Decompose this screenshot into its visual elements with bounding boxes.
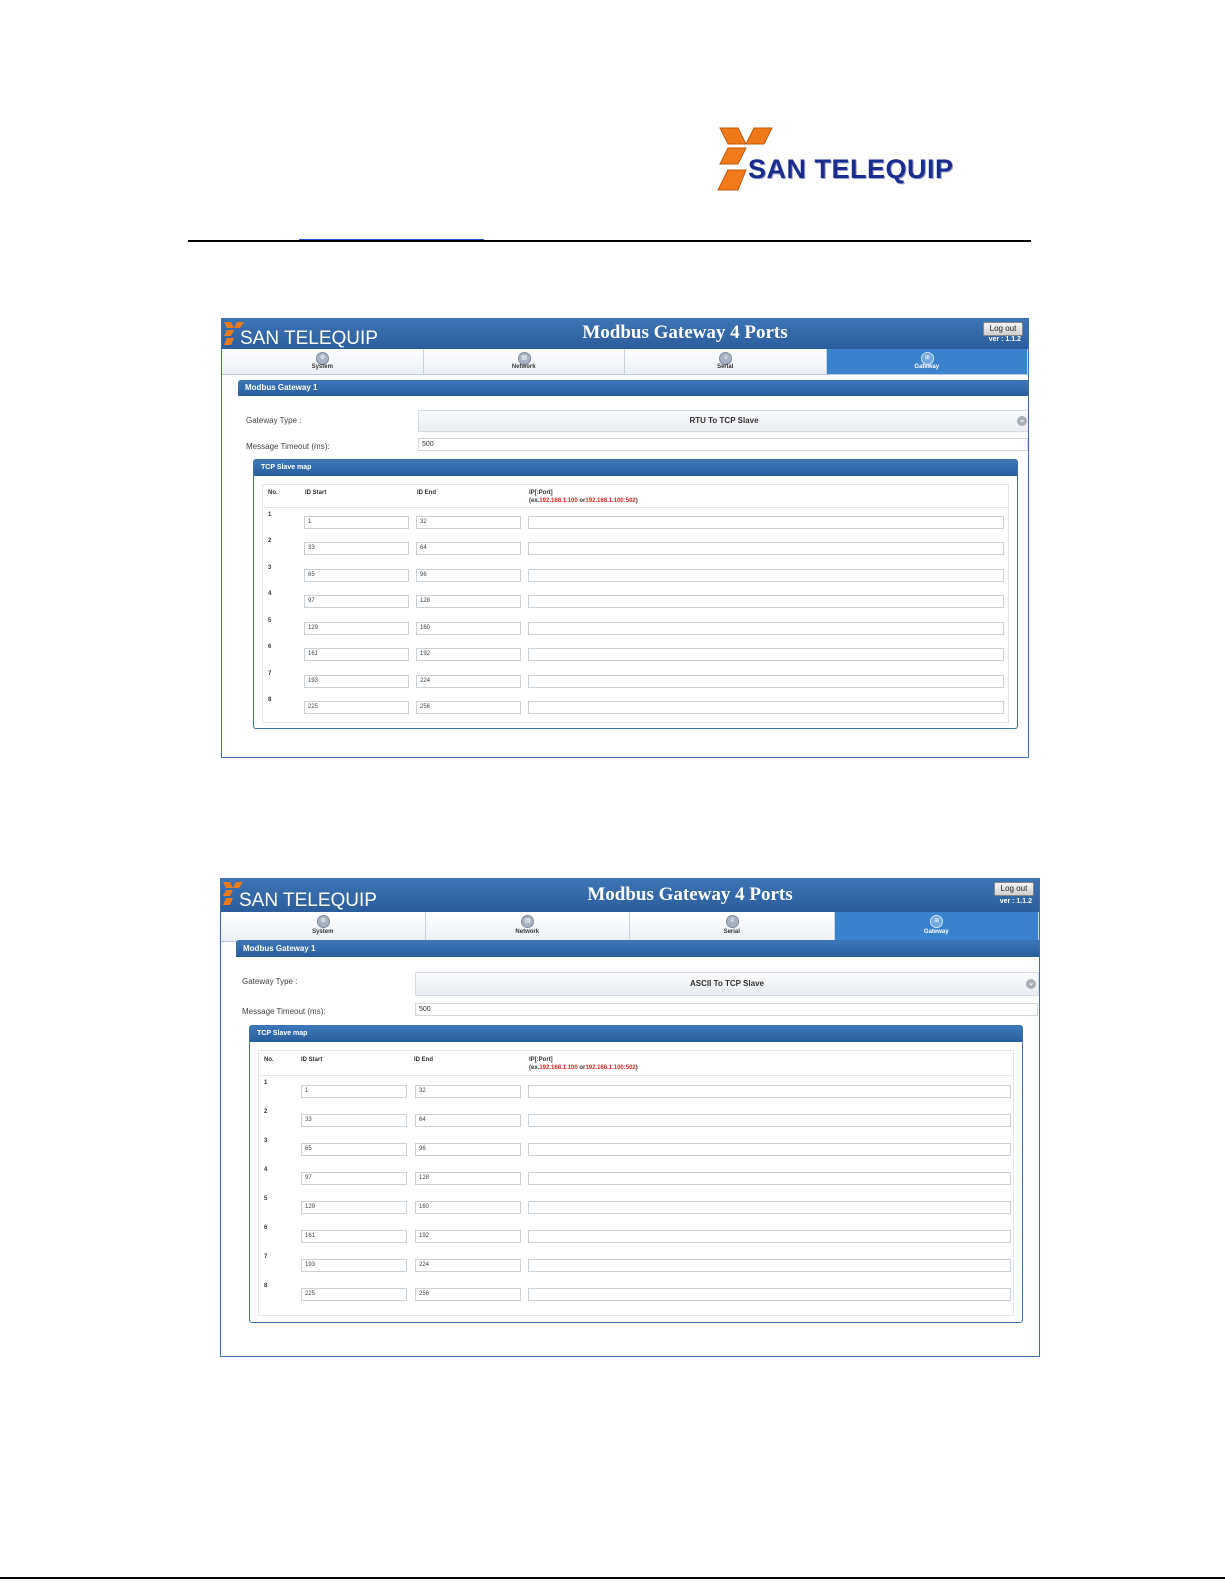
id-start-input[interactable]: 225	[301, 1288, 407, 1301]
id-end-input[interactable]: 32	[416, 516, 521, 529]
gateway-type-select[interactable]	[418, 410, 1029, 432]
ip-port-input[interactable]	[528, 1201, 1011, 1214]
id-start-input[interactable]: 33	[304, 542, 409, 555]
app-header	[221, 879, 1039, 912]
ip-port-input[interactable]	[528, 1230, 1011, 1243]
row-number: 7	[268, 671, 272, 677]
hint-prefix: (ex.	[529, 498, 540, 504]
ip-port-input[interactable]	[528, 701, 1004, 714]
tab-label: System	[311, 364, 333, 370]
page-title: Modbus Gateway 4 Ports	[587, 884, 793, 905]
id-end-input[interactable]: 192	[415, 1230, 521, 1243]
col-id-start: ID Start	[305, 490, 327, 496]
header-divider	[259, 1075, 1013, 1076]
timeout-label: Message Timeout (ms):	[242, 1007, 326, 1016]
tab-serial[interactable]	[630, 912, 835, 941]
hint-prefix: (ex.	[529, 1065, 540, 1071]
row-number: 3	[268, 565, 272, 571]
row-number: 2	[268, 538, 272, 544]
row-number: 6	[268, 644, 272, 650]
gateway-type-value: ASCII To TCP Slave	[690, 979, 764, 988]
serial-icon: ≡	[726, 915, 739, 928]
timeout-input[interactable]: 500	[418, 438, 1028, 451]
id-end-input[interactable]: 128	[415, 1172, 521, 1185]
row-number: 5	[268, 618, 272, 624]
id-end-input[interactable]: 128	[416, 595, 521, 608]
id-start-input[interactable]: 225	[304, 701, 409, 714]
ip-format-hint	[529, 1065, 638, 1071]
id-start-input[interactable]: 97	[304, 595, 409, 608]
id-end-input[interactable]: 224	[416, 675, 521, 688]
hint-or: or	[577, 1065, 586, 1071]
id-end-input[interactable]: 64	[415, 1114, 521, 1127]
row-number: 5	[264, 1196, 268, 1202]
network-icon: ▤	[521, 915, 534, 928]
hint-ip-port-example: 192.168.1.100:502	[585, 1065, 636, 1071]
tab-label: Serial	[717, 364, 734, 370]
row-number: 6	[264, 1225, 268, 1231]
id-end-input[interactable]: 160	[415, 1201, 521, 1214]
tcp-slave-map	[253, 459, 1018, 729]
tab-network[interactable]	[424, 349, 626, 374]
id-start-input[interactable]: 129	[304, 622, 409, 635]
gateway-type-select[interactable]	[415, 972, 1039, 996]
app-header	[222, 319, 1028, 349]
logout-button[interactable]: Log out	[983, 322, 1023, 336]
col-ip-port: IP[:Port]	[529, 1057, 553, 1063]
version-label: ver : 1.1.2	[988, 336, 1021, 343]
id-start-input[interactable]: 65	[304, 569, 409, 582]
brand-name: SAN TELEQUIP	[239, 890, 377, 911]
col-id-end: ID End	[417, 490, 436, 496]
ip-port-input[interactable]	[528, 595, 1004, 608]
tab-label: Gateway	[923, 929, 949, 935]
id-start-input[interactable]: 161	[304, 648, 409, 661]
timeout-input[interactable]: 500	[415, 1003, 1038, 1016]
id-end-input[interactable]: 192	[416, 648, 521, 661]
gateway-icon: ⊞	[930, 915, 943, 928]
logout-button[interactable]: Log out	[994, 882, 1034, 896]
page-title: Modbus Gateway 4 Ports	[582, 322, 788, 343]
hint-ip-example: 192.168.1.100	[539, 498, 578, 504]
id-end-input[interactable]: 224	[415, 1259, 521, 1272]
ip-port-input[interactable]	[528, 622, 1004, 635]
main-tabs	[221, 912, 1039, 942]
id-start-input[interactable]: 1	[304, 516, 409, 529]
slave-table	[258, 1050, 1014, 1316]
slave-map-title: TCP Slave map	[250, 1026, 1022, 1042]
gateway-icon: ⊞	[921, 352, 934, 365]
hint-suffix: )	[635, 1065, 638, 1071]
tab-gateway[interactable]	[835, 912, 1040, 941]
id-start-input[interactable]: 1	[301, 1085, 407, 1098]
header-divider	[263, 507, 1008, 508]
tab-label: Serial	[723, 929, 740, 935]
ip-port-input[interactable]	[528, 675, 1004, 688]
col-no: No.	[268, 490, 278, 496]
hint-suffix: )	[635, 498, 638, 504]
row-number: 1	[264, 1080, 268, 1086]
id-start-input[interactable]: 33	[301, 1114, 407, 1127]
ip-port-input[interactable]	[528, 569, 1004, 582]
id-start-input[interactable]: 193	[304, 675, 409, 688]
ip-port-input[interactable]	[528, 542, 1004, 555]
brand-name: SAN TELEQUIP	[240, 328, 378, 349]
gateway-type-label: Gateway Type :	[242, 977, 298, 986]
chevron-down-icon: ⌄	[1017, 416, 1027, 426]
chevron-down-icon: ⌄	[1026, 979, 1036, 989]
gateway-type-value: RTU To TCP Slave	[689, 416, 759, 425]
main-tabs	[222, 349, 1028, 375]
tab-label: Gateway	[914, 364, 940, 370]
id-end-input[interactable]: 32	[415, 1085, 521, 1098]
ip-format-hint	[529, 498, 638, 504]
tab-network[interactable]	[426, 912, 631, 941]
tab-serial[interactable]	[625, 349, 827, 374]
tab-label: Network	[511, 364, 536, 370]
gateway-screenshot-ascii	[220, 878, 1040, 1357]
id-end-input[interactable]: 256	[415, 1288, 521, 1301]
tab-gateway[interactable]	[827, 349, 1029, 374]
panel-title: Modbus Gateway 1	[238, 380, 1028, 396]
id-start-input[interactable]: 193	[301, 1259, 407, 1272]
hint-ip-port-example: 192.168.1.100:502	[585, 498, 636, 504]
gateway-type-label: Gateway Type :	[246, 416, 302, 425]
tcp-slave-map	[249, 1025, 1023, 1323]
panel-title: Modbus Gateway 1	[236, 940, 1039, 957]
col-ip-port: IP[:Port]	[529, 490, 553, 496]
ip-port-input[interactable]	[528, 1288, 1011, 1301]
row-number: 4	[268, 591, 272, 597]
ip-port-input[interactable]	[528, 1114, 1011, 1127]
id-end-input[interactable]: 64	[416, 542, 521, 555]
col-no: No.	[264, 1057, 274, 1063]
timeout-label: Message Timeout (ms):	[246, 442, 330, 451]
header-divider	[188, 240, 1031, 242]
row-number: 1	[268, 512, 272, 518]
row-number: 3	[264, 1138, 268, 1144]
ip-port-input[interactable]	[528, 516, 1004, 529]
hint-or: or	[577, 498, 586, 504]
id-end-input[interactable]: 256	[416, 701, 521, 714]
ip-port-input[interactable]	[528, 1259, 1011, 1272]
id-start-input[interactable]: 161	[301, 1230, 407, 1243]
gear-icon: ⚙	[316, 352, 329, 365]
gear-icon: ⚙	[317, 915, 330, 928]
logo-text: SAN TELEQUIP	[748, 154, 954, 184]
serial-icon: ≡	[719, 352, 732, 365]
tab-system[interactable]	[221, 912, 426, 941]
id-start-input[interactable]: 97	[301, 1172, 407, 1185]
id-end-input[interactable]: 160	[416, 622, 521, 635]
version-label: ver : 1.1.2	[999, 898, 1032, 905]
gateway-screenshot-rtu	[221, 318, 1029, 758]
row-number: 2	[264, 1109, 268, 1115]
tab-system[interactable]	[222, 349, 424, 374]
slave-table	[262, 484, 1009, 723]
tab-label: Network	[515, 929, 540, 935]
row-number: 8	[268, 697, 272, 703]
row-number: 4	[264, 1167, 268, 1173]
id-start-input[interactable]: 65	[301, 1143, 407, 1156]
network-icon: ▤	[518, 352, 531, 365]
id-end-input[interactable]: 96	[415, 1143, 521, 1156]
row-number: 8	[264, 1283, 268, 1289]
row-number: 7	[264, 1254, 268, 1260]
hint-ip-example: 192.168.1.100	[539, 1065, 578, 1071]
slave-map-title: TCP Slave map	[254, 460, 1017, 476]
col-id-end: ID End	[414, 1057, 433, 1063]
id-end-input[interactable]: 96	[416, 569, 521, 582]
ip-port-input[interactable]	[528, 1143, 1011, 1156]
ip-port-input[interactable]	[528, 1085, 1011, 1098]
col-id-start: ID Start	[301, 1057, 323, 1063]
tab-label: System	[312, 929, 334, 935]
footer-divider	[0, 1577, 1225, 1579]
ip-port-input[interactable]	[528, 1172, 1011, 1185]
san-telequip-logo	[716, 126, 954, 196]
ip-port-input[interactable]	[528, 648, 1004, 661]
id-start-input[interactable]: 129	[301, 1201, 407, 1214]
